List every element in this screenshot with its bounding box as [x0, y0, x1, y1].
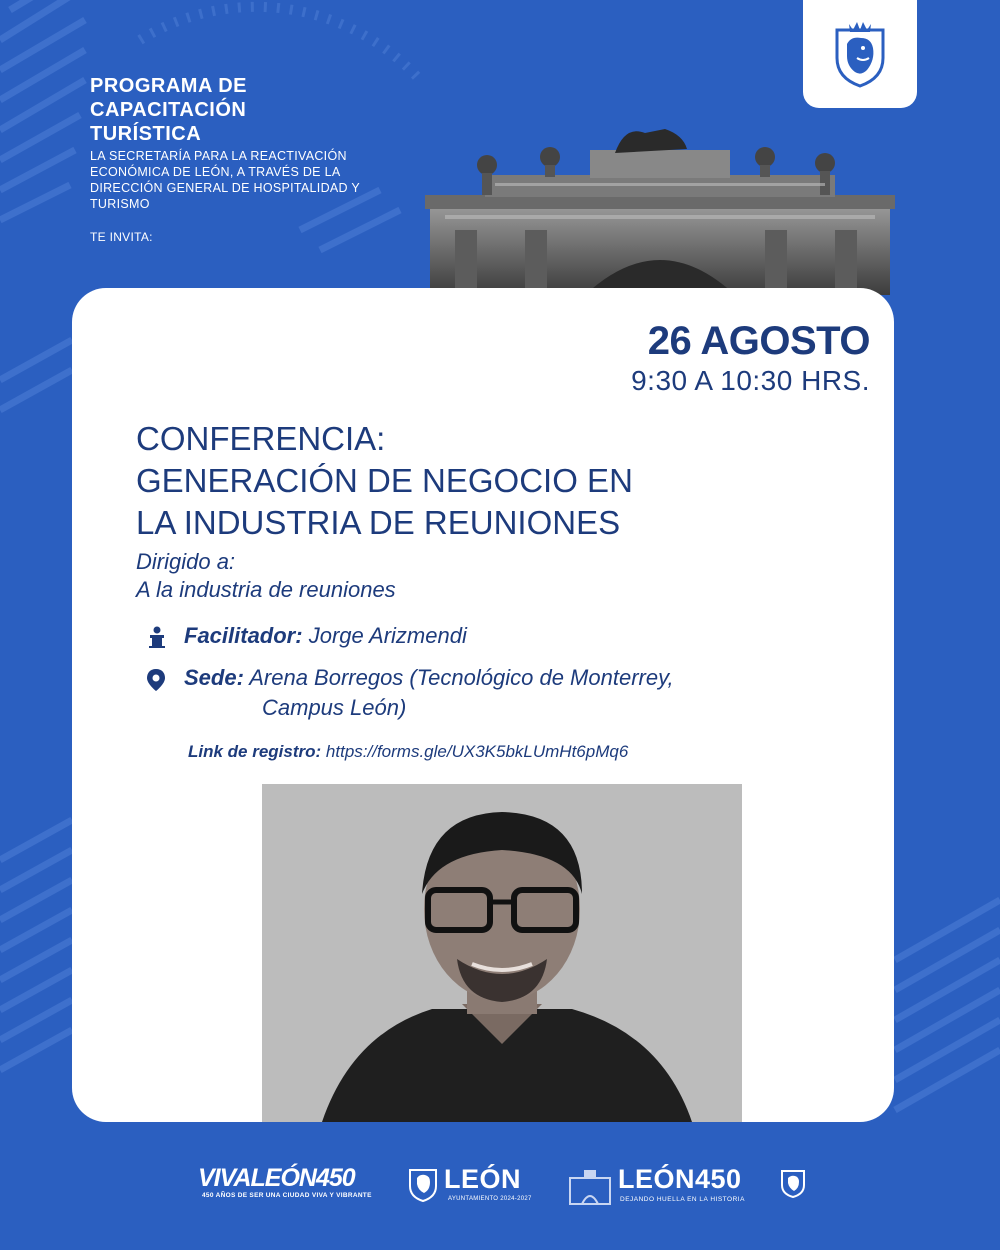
event-date: 26 AGOSTO: [647, 319, 870, 363]
event-title-line2: GENERACIÓN DE NEGOCIO EN: [136, 462, 633, 499]
vivaleon-logo-text: VIVALEÓN450: [198, 1164, 355, 1192]
event-title-line3: LA INDUSTRIA DE REUNIONES: [136, 504, 621, 541]
vivaleon-logo: [198, 1164, 372, 1199]
crest-tab: [803, 0, 917, 108]
venue-label: Sede:: [184, 665, 244, 690]
audience-value: A la industria de reuniones: [136, 577, 396, 602]
program-subtitle: LA SECRETARÍA PARA LA REACTIVACIÓN ECONÓMICA DE LEÓN, A TRAVÉS DE LA DIRECCIÓN GENERAL DE HOSPITALIDAD Y TURISMO: [90, 149, 360, 211]
registration-row: [188, 742, 628, 762]
registration-label: Link de registro:: [188, 742, 322, 761]
facilitator-row: [184, 622, 467, 650]
venue-row: [184, 664, 674, 692]
event-title-line1: CONFERENCIA:: [136, 420, 386, 457]
vivaleon-logo-tagline: 450 AÑOS DE SER UNA CIUDAD VIVA Y VIBRANTE: [202, 1192, 372, 1199]
event-title: [136, 418, 776, 544]
map-pin-icon: [146, 668, 166, 692]
facilitator-label: Facilitador:: [184, 623, 303, 648]
venue-line2: Campus León): [262, 695, 407, 720]
leon450-logo-tagline: DEJANDO HUELLA EN LA HISTORIA: [620, 1196, 745, 1203]
audience-block: [136, 548, 396, 604]
audience-label: Dirigido a:: [136, 549, 236, 574]
arch-icon: [568, 1166, 612, 1206]
registration-link[interactable]: https://forms.gle/UX3K5bkLUmHt6pMq6: [325, 742, 629, 761]
event-time: 9:30 A 10:30 HRS.: [631, 365, 870, 396]
crest-small-icon: [780, 1166, 806, 1198]
speaker-podium-icon: [146, 626, 168, 648]
leon450-logo-text: LEÓN450: [618, 1164, 742, 1194]
venue-line1: Arena Borregos (Tecnológico de Monterrey,: [249, 665, 674, 690]
header-block: [90, 74, 400, 244]
arch-monument-image: [425, 115, 895, 295]
event-card: [72, 288, 894, 1122]
leon-logo-text: LEÓN: [444, 1164, 522, 1194]
speaker-photo: [262, 784, 742, 1122]
leon-shield-icon: [408, 1164, 438, 1202]
leon-logo-tagline: AYUNTAMIENTO 2024-2027: [448, 1196, 532, 1202]
invite-text: TE INVITA:: [90, 230, 153, 244]
facilitator-name: Jorge Arizmendi: [308, 623, 467, 648]
footer-logos: [0, 1150, 1000, 1250]
program-title: PROGRAMA DE CAPACITACIÓN TURÍSTICA: [90, 75, 247, 145]
lion-crest-icon: [833, 20, 887, 88]
